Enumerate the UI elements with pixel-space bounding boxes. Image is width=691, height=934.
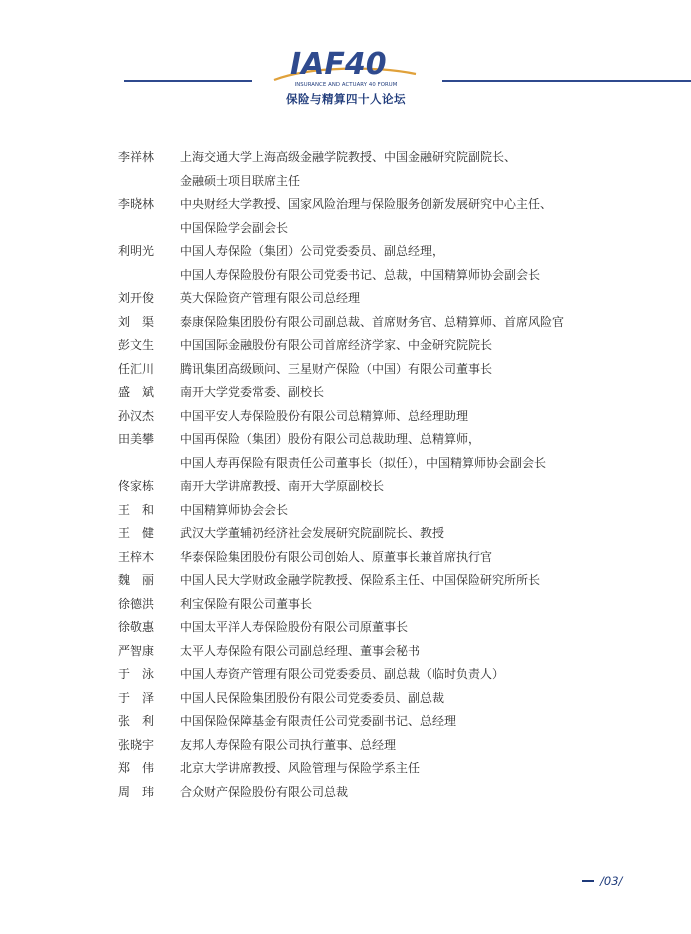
- member-entry: [118, 781, 618, 805]
- member-title-line: 中国人民大学财政金融学院教授、保险系主任、中国保险研究所所长: [180, 573, 541, 587]
- member-entry: [118, 710, 618, 734]
- logo-mark-text: IAF40: [290, 47, 387, 82]
- member-title-line: 中国国际金融股份有限公司首席经济学家、中金研究院院长: [180, 338, 493, 352]
- member-name: 田美攀: [118, 432, 155, 446]
- member-title-line: 利宝保险有限公司董事长: [180, 596, 313, 611]
- member-list: [118, 146, 618, 804]
- page-number-text: /03/: [600, 874, 623, 888]
- member-name: 严智康: [118, 643, 155, 658]
- member-title: [180, 781, 618, 805]
- member-title-line: 中国保险学会副会长: [180, 220, 289, 235]
- member-title-line: 腾讯集团高级顾问、三星财产保险（中国）有限公司董事长: [180, 361, 493, 376]
- member-name: 彭文生: [118, 338, 155, 352]
- member-title: [180, 687, 618, 711]
- member-entry: [118, 499, 618, 523]
- member-title-line: 中国人寿保险（集团）公司党委委员、副总经理，: [180, 244, 445, 258]
- member-entry: [118, 616, 618, 640]
- member-name: 李晓林: [118, 197, 155, 211]
- member-entry: [118, 569, 618, 593]
- member-title-line: 南开大学讲席教授、南开大学原副校长: [180, 479, 385, 493]
- member-title-line: 友邦人寿保险有限公司执行董事、总经理: [180, 737, 397, 752]
- member-entry: [118, 475, 618, 499]
- page-number: [582, 874, 622, 888]
- member-title: [180, 358, 618, 382]
- member-entry: [118, 240, 618, 287]
- member-name: 周 玮: [118, 784, 155, 799]
- member-entry: [118, 593, 618, 617]
- member-title-line: 中国平安人寿保险股份有限公司总精算师、总经理助理: [180, 408, 469, 423]
- member-title: [180, 710, 618, 734]
- member-title: [180, 569, 618, 593]
- member-name: 郑 伟: [118, 761, 155, 775]
- logo-chinese-title: 保险与精算四十人论坛: [286, 92, 406, 106]
- member-title: [180, 757, 618, 781]
- iaf40-logo-mark: [266, 44, 426, 84]
- member-name: 任汇川: [118, 361, 155, 376]
- header-rule-right: [442, 80, 691, 82]
- member-name: 魏 丽: [118, 573, 155, 587]
- member-title-line: 中国人寿资产管理有限公司党委委员、副总裁（临时负责人）: [180, 667, 505, 681]
- member-name: 徐敬惠: [118, 620, 155, 634]
- member-name: 张晓宇: [118, 737, 155, 752]
- member-title-line: 泰康保险集团股份有限公司副总裁、首席财务官、总精算师、首席风险官: [180, 314, 565, 329]
- member-title-line: 英大保险资产管理有限公司总经理: [180, 291, 361, 305]
- member-title-line: 中国人寿保险股份有限公司党委书记、总裁，中国精算师协会副会长: [180, 267, 541, 282]
- member-name: 刘 渠: [118, 314, 155, 329]
- member-title: [180, 428, 618, 475]
- member-name: 张 利: [118, 714, 155, 728]
- member-name: 利明光: [118, 244, 155, 258]
- member-name: 佟家栋: [118, 479, 155, 493]
- member-name: 徐德洪: [118, 596, 155, 611]
- member-title-line: 中国人寿再保险有限责任公司董事长（拟任），中国精算师协会副会长: [180, 455, 547, 470]
- page-header: [0, 0, 691, 120]
- member-title-line: 武汉大学董辅礽经济社会发展研究院副院长、教授: [180, 526, 445, 540]
- member-name: 于 泳: [118, 667, 155, 681]
- member-title: [180, 593, 618, 617]
- member-title: [180, 499, 618, 523]
- member-title: [180, 240, 618, 287]
- member-title: [180, 287, 618, 311]
- member-title: [180, 522, 618, 546]
- member-title-line: 金融硕士项目联席主任: [180, 173, 301, 188]
- member-title: [180, 616, 618, 640]
- member-name: 孙汉杰: [118, 408, 155, 423]
- member-name: 刘开俊: [118, 291, 155, 305]
- member-title-line: 上海交通大学上海高级金融学院教授、中国金融研究院副院长、: [180, 150, 517, 164]
- member-title: [180, 475, 618, 499]
- member-title: [180, 640, 618, 664]
- member-entry: [118, 287, 618, 311]
- member-title-line: 华泰保险集团股份有限公司创始人、原董事长兼首席执行官: [180, 549, 493, 564]
- forum-logo: [266, 44, 426, 116]
- member-entry: [118, 193, 618, 240]
- member-name: 李祥林: [118, 150, 155, 164]
- member-title-line: 中国太平洋人寿保险股份有限公司原董事长: [180, 620, 409, 634]
- member-name: 王 健: [118, 526, 155, 540]
- member-title: [180, 311, 618, 335]
- member-title-line: 中国人民保险集团股份有限公司党委委员、副总裁: [180, 690, 445, 705]
- member-title: [180, 734, 618, 758]
- member-entry: [118, 734, 618, 758]
- member-title: [180, 405, 618, 429]
- member-name: 盛 斌: [118, 385, 155, 399]
- member-title-line: 中国保险保障基金有限责任公司党委副书记、总经理: [180, 714, 457, 728]
- member-title: [180, 146, 618, 193]
- member-entry: [118, 381, 618, 405]
- member-title: [180, 663, 618, 687]
- member-entry: [118, 663, 618, 687]
- member-name: 于 泽: [118, 690, 155, 705]
- member-entry: [118, 546, 618, 570]
- member-title: [180, 546, 618, 570]
- member-title-line: 中国精算师协会会长: [180, 502, 289, 517]
- member-name: 王梓木: [118, 549, 155, 564]
- member-entry: [118, 405, 618, 429]
- member-title-line: 太平人寿保险有限公司副总经理、董事会秘书: [180, 643, 421, 658]
- member-entry: [118, 334, 618, 358]
- member-entry: [118, 146, 618, 193]
- header-rule-left: [124, 80, 252, 82]
- member-entry: [118, 522, 618, 546]
- member-entry: [118, 640, 618, 664]
- member-entry: [118, 311, 618, 335]
- member-title-line: 合众财产保险股份有限公司总裁: [180, 784, 349, 799]
- member-title-line: 南开大学党委常委、副校长: [180, 385, 325, 399]
- member-entry: [118, 358, 618, 382]
- member-title: [180, 334, 618, 358]
- member-name: 王 和: [118, 502, 155, 517]
- logo-subtitle: INSURANCE AND ACTUARY 40 FORUM: [294, 82, 398, 88]
- member-title: [180, 381, 618, 405]
- member-title-line: 中央财经大学教授、国家风险治理与保险服务创新发展研究中心主任、: [180, 197, 553, 211]
- member-title-line: 北京大学讲席教授、风险管理与保险学系主任: [180, 761, 421, 775]
- member-title-line: 中国再保险（集团）股份有限公司总裁助理、总精算师，: [180, 432, 481, 446]
- member-entry: [118, 428, 618, 475]
- member-entry: [118, 687, 618, 711]
- member-entry: [118, 757, 618, 781]
- member-title: [180, 193, 618, 240]
- page-number-dash: [582, 880, 594, 882]
